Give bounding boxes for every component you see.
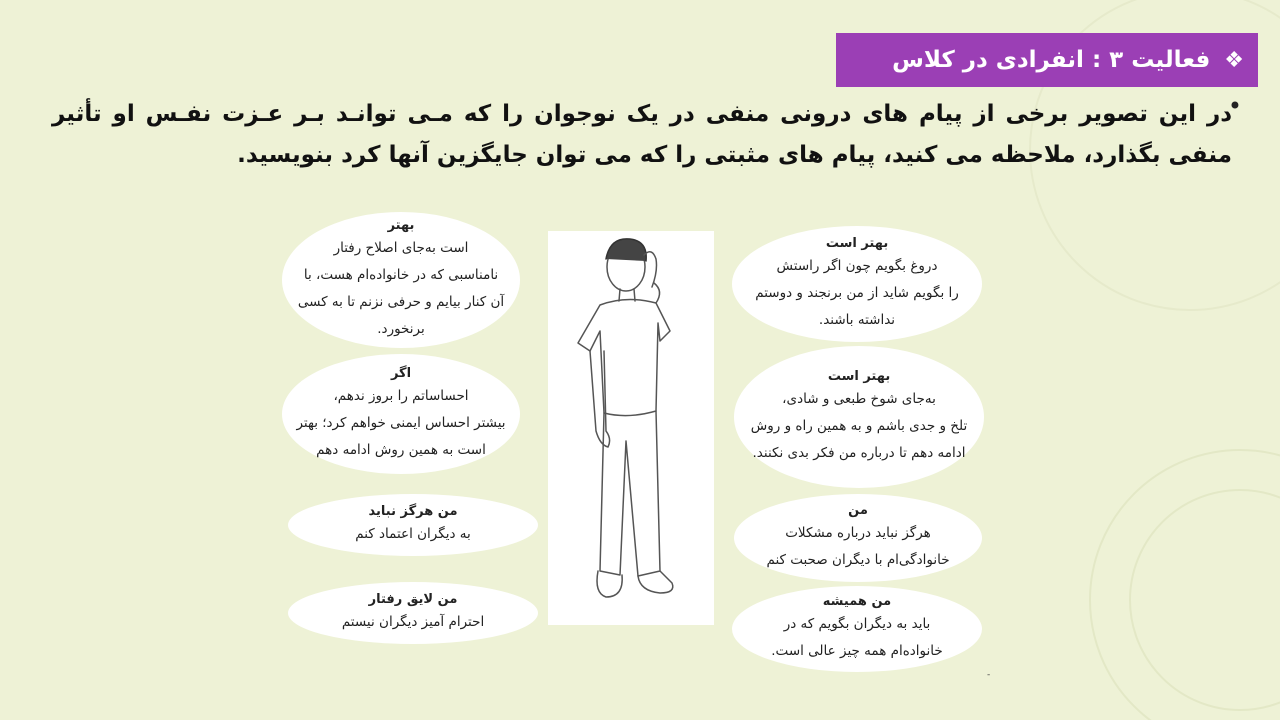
activity-title-bar bbox=[836, 33, 1258, 87]
bubble-line: احترام آمیز دیگران نیستم bbox=[341, 613, 485, 630]
bubble-line: بیشتر احساس ایمنی خواهم کرد؛ بهتر bbox=[296, 414, 506, 431]
thought-bubble-left-4 bbox=[288, 582, 538, 644]
bubble-line: احساساتم را بروز ندهم، bbox=[333, 387, 469, 404]
bubble-line: دروغ بگویم چون اگر راستش bbox=[776, 257, 938, 274]
instruction-paragraph: در این تصویر برخی از پیام های درونی منفی در یک نوجوان را که مـی توانـد بـر عـزت نفـس او تأثیر منفی بگذارد، ملاحظه می کنید، پیام های مثبتی را که می توان جایگزین آنها کرد بنویسید. bbox=[52, 101, 1232, 168]
bubble-line: خانواده‌ام همه چیز عالی است. bbox=[771, 643, 943, 659]
bubble-heading: من لایق رفتار bbox=[368, 591, 458, 607]
thought-bubble-left-1 bbox=[282, 212, 520, 348]
four-diamond-icon: ❖ bbox=[1224, 47, 1244, 73]
bullet-icon: • bbox=[1227, 92, 1242, 120]
footer-mark: - bbox=[987, 670, 991, 680]
bubble-line: ادامه دهم تا درباره من فکر بدی نکنند. bbox=[752, 444, 966, 461]
bubble-line: برنخورد. bbox=[377, 321, 425, 337]
teen-boy-illustration bbox=[548, 231, 714, 625]
bubble-heading: بهتر است bbox=[825, 235, 889, 251]
bubble-line: را بگویم شاید از من برنجند و دوستم bbox=[755, 284, 959, 301]
bubble-line: نامناسبی که در خانواده‌ام هست، با bbox=[303, 267, 499, 283]
thought-bubble-left-2 bbox=[282, 354, 520, 474]
bubble-line: نداشته باشند. bbox=[818, 311, 896, 328]
bubble-line: به‌جای شوخ طبعی و شادی، bbox=[782, 390, 936, 407]
thought-bubble-right-2 bbox=[734, 346, 984, 488]
thought-bubble-right-4 bbox=[732, 586, 982, 672]
bubble-heading: من هرگز نباید bbox=[368, 503, 458, 519]
bubble-line: هرگز نباید درباره مشکلات bbox=[785, 525, 931, 541]
thought-bubble-left-3 bbox=[288, 494, 538, 556]
bubble-line: است به‌جای اصلاح رفتار bbox=[333, 240, 469, 256]
bubble-line: خانوادگی‌ام با دیگران صحبت کنم bbox=[766, 552, 950, 568]
bubble-line: باید به دیگران بگویم که در bbox=[783, 616, 931, 632]
thought-bubble-right-1 bbox=[732, 226, 982, 342]
bubble-heading: بهتر است bbox=[827, 368, 891, 384]
bubble-heading: بهتر bbox=[387, 218, 415, 233]
bubble-heading: من bbox=[848, 503, 868, 518]
bubble-line: تلخ و جدی باشم و به همین راه و روش bbox=[750, 417, 968, 434]
thought-bubble-right-3 bbox=[734, 494, 982, 582]
bubble-heading: من همیشه bbox=[822, 594, 892, 609]
bubble-heading: اگر bbox=[390, 365, 412, 381]
bubble-line: است به همین روش ادامه دهم bbox=[316, 441, 486, 458]
activity-title: فعالیت ۳ : انفرادی در کلاس bbox=[892, 47, 1211, 73]
bubble-line: آن کنار بیایم و حرفی نزنم تا به کسی bbox=[297, 294, 505, 310]
bubble-line: به دیگران اعتماد کنم bbox=[355, 525, 471, 542]
